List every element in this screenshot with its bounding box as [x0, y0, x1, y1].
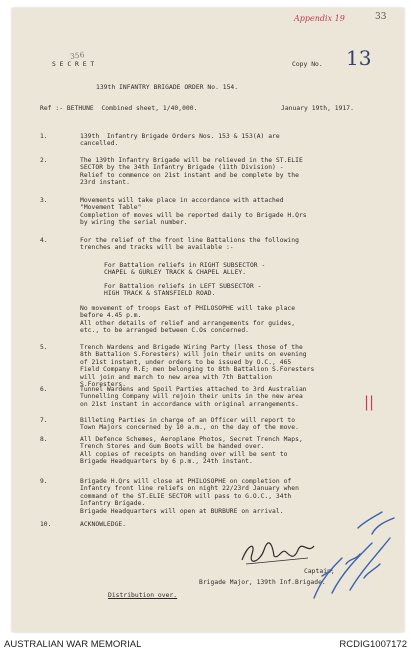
paragraph-line: All other details of relief and arrangements for guides,: [80, 319, 296, 327]
paragraph-number: 9.: [40, 478, 48, 485]
paragraph-line: Trench Stores and Gum Boots will be handed over.: [80, 443, 265, 451]
distribution-note: Distribution over.: [108, 592, 178, 599]
paragraph-line: Completion of moves will be reported daily to Brigade H.Qrs: [80, 211, 307, 219]
paragraph-line: Tunnel Wardens and Spoil Parties attached to 3rd Australian: [80, 386, 307, 393]
blue-handwritten-note: [302, 498, 402, 612]
archive-footer: [0, 634, 411, 654]
paragraph-line: Town Majors concerned by 10 a.m., on the day of the move.: [80, 424, 299, 432]
paragraph-line: before 4.45 p.m.: [80, 312, 142, 320]
red-margin-mark: ||: [364, 393, 375, 411]
order-title: 139th INFANTRY BRIGADE ORDER No. 154.: [96, 84, 239, 91]
pencil-folio: 356: [69, 50, 85, 61]
paragraph-line: ACKNOWLEDGE.: [80, 521, 127, 528]
appendix-annotation: Appendix 19: [294, 14, 345, 23]
paragraph-line: etc., to be arranged between C.Os concerned.: [80, 327, 250, 335]
paragraph-line: All Defence Schemes, Aeroplane Photos, Secret Trench Maps,: [80, 436, 303, 443]
paragraph-line: No movement of troops East of PHILOSOPHE will take place: [80, 305, 296, 312]
secret-label: S E C R E T: [52, 61, 95, 68]
paragraph-line: 139th Infantry Brigade Orders Nos. 153 & 153(A) are: [80, 133, 280, 140]
folio-number: 33: [375, 12, 387, 22]
paragraph-line: Relief to commence on 21st instant and be complete by the: [80, 171, 299, 179]
paragraph-number: 10.: [40, 521, 52, 528]
paragraph-line: The 139th Infantry Brigade will be relieved in the ST.ELIE: [80, 157, 303, 164]
paragraph-number: 4.: [40, 237, 48, 244]
paragraph-line: 23rd instant.: [80, 179, 130, 187]
paragraph-line: Field Company R.E; men belonging to 8th Battalion S.Foresters: [80, 366, 315, 374]
paragraph-line: Infantry front line reliefs on night 22/23rd January when: [80, 485, 299, 493]
paragraph-line: Infantry Brigade.: [80, 500, 146, 508]
paragraph-line: For Battalion reliefs in LEFT SUBSECTOR -: [104, 283, 262, 290]
paragraph-line: CHAPEL & GURLEY TRACK & CHAPEL ALLEY.: [104, 269, 247, 277]
paragraph-line: For Battalion reliefs in RIGHT SUBSECTOR -: [104, 262, 266, 269]
paragraph-line: "Movement Table": [80, 204, 142, 212]
paragraph-line: trenches and tracks will be available :-: [80, 244, 234, 252]
paragraph-line: by wiring the serial number.: [80, 219, 188, 227]
paragraph-line: Brigade Headquarters by 6 p.m., 24th instant.: [80, 458, 253, 466]
document-page: [12, 8, 404, 632]
paragraph-number: 6.: [40, 386, 48, 393]
paragraph-line: For the relief of the front line Battalions the following: [80, 237, 299, 244]
copy-number-label: Copy No.: [292, 61, 323, 68]
paragraph-line: All copies of receipts on handing over will be sent to: [80, 450, 288, 458]
paragraph-line: on 21st instant in accordance with original arrangements.: [80, 400, 299, 408]
paragraph-number: 8.: [40, 436, 48, 443]
paragraph-line: S.Foresters.: [80, 381, 127, 388]
paragraph-line: will join and march to new area with 7th Battalion: [80, 373, 273, 381]
paragraph-line: Brigade H.Qrs will close at PHILOSOPHE on completion of: [80, 478, 292, 485]
order-date: January 19th, 1917.: [281, 105, 354, 112]
paragraph-line: Movements will take place in accordance with attached: [80, 197, 284, 204]
paragraph-line: Trench Wardens and Brigade Wiring Party (less those of the: [80, 344, 303, 351]
archive-reference: RCDIG1007172: [339, 639, 407, 650]
signatory-role: Brigade Major, 139th Inf.Brigade.: [199, 579, 326, 586]
copy-number-handwritten: 13: [346, 46, 372, 70]
paragraph-number: 5.: [40, 344, 48, 351]
paragraph-number: 1.: [40, 133, 48, 140]
reference-line: Ref :- BETHUNE Combined sheet, 1/40,000.: [40, 105, 198, 112]
paragraph-line: Billeting Parties in charge of an Officer will report to: [80, 417, 296, 424]
paragraph-number: 2.: [40, 157, 48, 164]
signatory-title: Captain,: [304, 568, 335, 575]
paragraph-line: Brigade Headquarters will open at BURBURE on arrival.: [80, 507, 284, 515]
paragraph-line: of 21st instant, under orders to be issued by O.C., 465: [80, 358, 292, 366]
paragraph-line: HIGH TRACK & STANSFIELD ROAD.: [104, 290, 216, 298]
paragraph-number: 7.: [40, 417, 48, 424]
paragraph-line: command of the ST.ELIE SECTOR will pass to G.O.C., 34th: [80, 492, 292, 500]
archive-name: AUSTRALIAN WAR MEMORIAL: [4, 639, 142, 650]
paragraph-line: cancelled.: [80, 140, 119, 148]
paragraph-line: 8th Battalion S.Foresters) will join their units on evening: [80, 351, 307, 359]
paragraph-line: Tunnelling Company will rejoin their units in the new area: [80, 393, 303, 401]
paragraph-number: 3.: [40, 197, 48, 204]
paragraph-line: SECTOR by the 34th Infantry Brigade (11th Division) -: [80, 164, 284, 172]
